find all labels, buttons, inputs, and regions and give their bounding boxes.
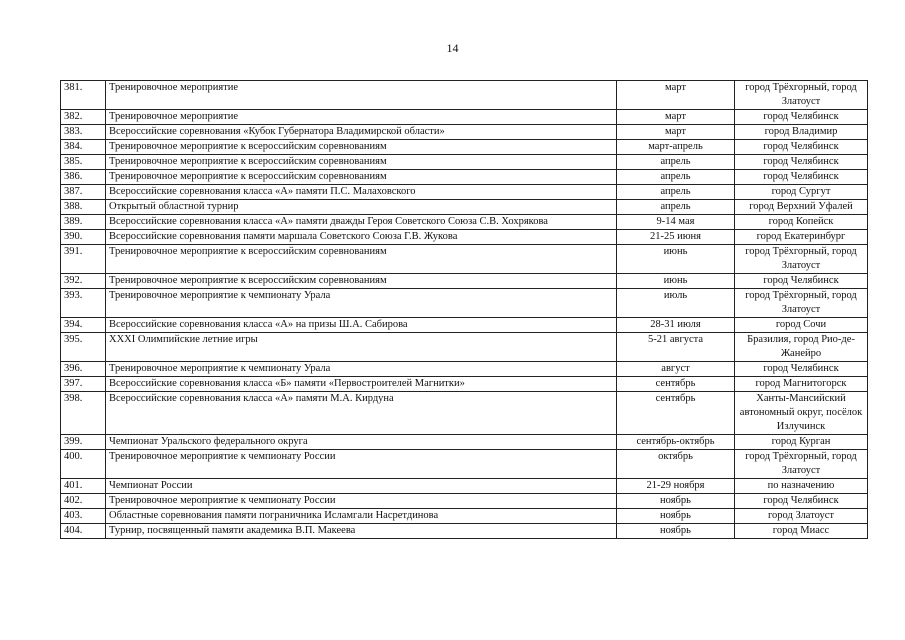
event-place: город Трёхгорный, город Златоуст (735, 81, 868, 110)
event-place: по назначению (735, 479, 868, 494)
table-row (61, 230, 868, 245)
table-row (61, 392, 868, 435)
table-row (61, 362, 868, 377)
event-name: Тренировочное мероприятие к всероссийским соревнованиям (106, 245, 617, 274)
event-date: август (617, 362, 735, 377)
event-place: город Миасс (735, 524, 868, 539)
event-date: 21-29 ноября (617, 479, 735, 494)
row-number: 385. (61, 155, 106, 170)
event-place: город Верхний Уфалей (735, 200, 868, 215)
event-place: город Челябинск (735, 274, 868, 289)
event-date: сентябрь-октябрь (617, 435, 735, 450)
table-row (61, 125, 868, 140)
event-name: Тренировочное мероприятие (106, 110, 617, 125)
event-place: город Владимир (735, 125, 868, 140)
row-number: 399. (61, 435, 106, 450)
event-name: Всероссийские соревнования класса «Б» памяти «Первостроителей Магнитки» (106, 377, 617, 392)
event-place: город Екатеринбург (735, 230, 868, 245)
table-row (61, 245, 868, 274)
event-place: город Челябинск (735, 362, 868, 377)
event-name: Всероссийские соревнования «Кубок Губернатора Владимирской области» (106, 125, 617, 140)
table-row (61, 509, 868, 524)
row-number: 389. (61, 215, 106, 230)
table-row (61, 200, 868, 215)
event-date: март (617, 81, 735, 110)
event-name: Открытый областной турнир (106, 200, 617, 215)
event-name: Всероссийские соревнования класса «А» на призы Ш.А. Сабирова (106, 318, 617, 333)
table-row (61, 450, 868, 479)
event-date: апрель (617, 185, 735, 200)
row-number: 403. (61, 509, 106, 524)
event-name: Всероссийские соревнования памяти маршала Советского Союза Г.В. Жукова (106, 230, 617, 245)
event-date: сентябрь (617, 377, 735, 392)
event-date: апрель (617, 155, 735, 170)
event-name: Тренировочное мероприятие к чемпионату Урала (106, 289, 617, 318)
table-row (61, 155, 868, 170)
event-name: Тренировочное мероприятие к чемпионату Урала (106, 362, 617, 377)
row-number: 382. (61, 110, 106, 125)
event-date: октябрь (617, 450, 735, 479)
table-row (61, 435, 868, 450)
event-date: март (617, 110, 735, 125)
table-row (61, 185, 868, 200)
event-name: Всероссийские соревнования класса «А» памяти дважды Героя Советского Союза С.В. Хохрякова (106, 215, 617, 230)
event-place: город Копейск (735, 215, 868, 230)
event-date: 9-14 мая (617, 215, 735, 230)
event-place: город Сургут (735, 185, 868, 200)
row-number: 387. (61, 185, 106, 200)
row-number: 391. (61, 245, 106, 274)
event-name: Областные соревнования памяти пограничника Исламгали Насретдинова (106, 509, 617, 524)
table-row (61, 110, 868, 125)
event-date: июнь (617, 245, 735, 274)
event-name: Тренировочное мероприятие к всероссийским соревнованиям (106, 155, 617, 170)
table-row (61, 333, 868, 362)
event-date: ноябрь (617, 494, 735, 509)
row-number: 402. (61, 494, 106, 509)
table-row (61, 524, 868, 539)
table-row (61, 479, 868, 494)
event-place: город Сочи (735, 318, 868, 333)
row-number: 398. (61, 392, 106, 435)
event-name: XXXI Олимпийские летние игры (106, 333, 617, 362)
event-date: март (617, 125, 735, 140)
table-row (61, 170, 868, 185)
event-name: Тренировочное мероприятие к чемпионату России (106, 450, 617, 479)
table-row (61, 215, 868, 230)
row-number: 394. (61, 318, 106, 333)
event-name: Тренировочное мероприятие к всероссийским соревнованиям (106, 170, 617, 185)
event-name: Чемпионат России (106, 479, 617, 494)
table-row (61, 289, 868, 318)
row-number: 386. (61, 170, 106, 185)
event-place: город Челябинск (735, 155, 868, 170)
table-row (61, 318, 868, 333)
event-place: город Магнитогорск (735, 377, 868, 392)
event-place: город Курган (735, 435, 868, 450)
event-place: город Челябинск (735, 110, 868, 125)
event-name: Тренировочное мероприятие к всероссийским соревнованиям (106, 140, 617, 155)
table-row (61, 494, 868, 509)
event-name: Чемпионат Уральского федерального округа (106, 435, 617, 450)
event-date: сентябрь (617, 392, 735, 435)
event-name: Всероссийские соревнования класса «А» памяти П.С. Малаховского (106, 185, 617, 200)
event-date: апрель (617, 170, 735, 185)
event-name: Всероссийские соревнования класса «А» памяти М.А. Кирдуна (106, 392, 617, 435)
row-number: 401. (61, 479, 106, 494)
event-place: Бразилия, город Рио-де-Жанейро (735, 333, 868, 362)
event-date: 28-31 июля (617, 318, 735, 333)
row-number: 388. (61, 200, 106, 215)
event-name: Тренировочное мероприятие (106, 81, 617, 110)
event-name: Тренировочное мероприятие к чемпионату России (106, 494, 617, 509)
event-place: Ханты-Мансийский автономный округ, посёлок Излучинск (735, 392, 868, 435)
event-place: город Челябинск (735, 170, 868, 185)
row-number: 384. (61, 140, 106, 155)
page-number: 14 (446, 41, 459, 55)
event-date: ноябрь (617, 524, 735, 539)
row-number: 396. (61, 362, 106, 377)
event-place: город Челябинск (735, 494, 868, 509)
event-place: город Трёхгорный, город Златоуст (735, 245, 868, 274)
row-number: 390. (61, 230, 106, 245)
table-row (61, 377, 868, 392)
event-name: Турнир, посвященный памяти академика В.П. Макеева (106, 524, 617, 539)
row-number: 381. (61, 81, 106, 110)
event-place: город Трёхгорный, город Златоуст (735, 450, 868, 479)
event-place: город Челябинск (735, 140, 868, 155)
row-number: 393. (61, 289, 106, 318)
row-number: 392. (61, 274, 106, 289)
row-number: 397. (61, 377, 106, 392)
event-date: 21-25 июня (617, 230, 735, 245)
event-name: Тренировочное мероприятие к всероссийским соревнованиям (106, 274, 617, 289)
row-number: 404. (61, 524, 106, 539)
row-number: 395. (61, 333, 106, 362)
table-row (61, 81, 868, 110)
event-place: город Златоуст (735, 509, 868, 524)
events-table (60, 80, 868, 539)
table-row (61, 140, 868, 155)
row-number: 400. (61, 450, 106, 479)
event-date: июнь (617, 274, 735, 289)
event-date: ноябрь (617, 509, 735, 524)
event-date: март-апрель (617, 140, 735, 155)
events-table-body (61, 81, 868, 539)
event-place: город Трёхгорный, город Златоуст (735, 289, 868, 318)
row-number: 383. (61, 125, 106, 140)
event-date: июль (617, 289, 735, 318)
table-row (61, 274, 868, 289)
event-date: апрель (617, 200, 735, 215)
event-date: 5-21 августа (617, 333, 735, 362)
